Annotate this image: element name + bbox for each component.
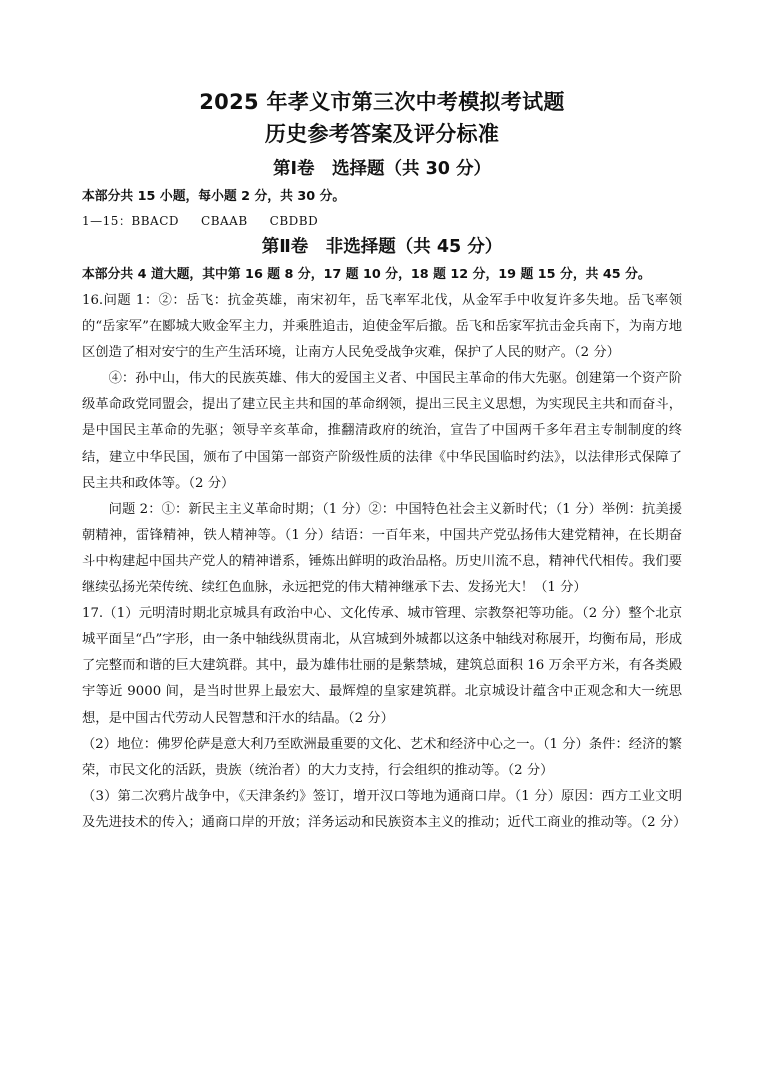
- q17-answer-1: 17.（1）元明清时期北京城具有政治中心、文化传承、城市管理、宗教祭祀等功能。（2 分）整个北京城平面呈“凸”字形，由一条中轴线纵贯南北，从宫城到外城都以这条中轴线对称展开，均衡布局，形成了完整而和谐的巨大建筑群。其中，最为雄伟壮丽的是紫禁城，建筑总面积 16 万余平方米，有各类殿宇等近 9000 间，是当时世界上最宏大、最辉煌的皇家建筑群。北京城设计蕴含中正观念和大一统思想，是中国古代劳动人民智慧和汗水的结晶。（2 分）: [82, 606, 682, 726]
- answer-group: CBAAB: [201, 214, 248, 228]
- answer-group: BBACD: [131, 214, 180, 228]
- q16-answer-2: ④：孙中山，伟大的民族英雄、伟大的爱国主义者、中国民主革命的伟大先驱。创建第一个资产阶级革命政党同盟会，提出了建立民主共和国的革命纲领，提出三民主义思想，为实现民主共和而奋斗，是中国民主革命的先驱；领导辛亥革命，推翻清政府的统治，宣告了中国两千多年君主专制制度的终结，建立中华民国，颁布了中国第一部资产阶级性质的法律《中华民国临时约法》，以法律形式保障了民主共和政体等。（2 分）: [82, 371, 682, 491]
- exam-title: 2025 年孝义市第三次中考模拟考试题: [199, 90, 565, 114]
- part2-summary: 本部分共 4 道大题，其中第 16 题 8 分，17 题 10 分，18 题 12 分，19 题 15 分，共 45 分。: [82, 267, 651, 282]
- answer-sheet: [82, 86, 687, 836]
- answers-label: 1—15：: [82, 214, 132, 228]
- part1-answers: [82, 210, 682, 232]
- part1-summary: 本部分共 15 小题，每小题 2 分，共 30 分。: [82, 189, 346, 204]
- q17-answer-2: （2）地位：佛罗伦萨是意大利乃至欧洲最重要的文化、艺术和经济中心之一。（1 分）条件：经济的繁荣，市民文化的活跃，贵族（统治者）的大力支持，行会组织的推动等。（2 分）: [82, 736, 682, 778]
- exam-subtitle: 历史参考答案及评分标准: [264, 122, 500, 146]
- q16-answer-3: 问题 2：①：新民主主义革命时期；（1 分）②：中国特色社会主义新时代；（1 分）举例：抗美援朝精神，雷锋精神，铁人精神等。（1 分）结语：一百年来，中国共产党弘扬伟大建党精神，在长期奋斗中构建起中国共产党人的精神谱系，锤炼出鲜明的政治品格。历史川流不息，精神代代相传。我们要继续弘扬光荣传统、续红色血脉，永远把党的伟大精神继承下去、发扬光大！（1 分）: [82, 501, 682, 596]
- q16-answer-1: 16.问题 1：②：岳飞：抗金英雄，南宋初年，岳飞率军北伐，从金军手中收复许多失地。岳飞率领的“岳家军”在郾城大败金军主力，并乘胜追击，迫使金军后撤。岳飞和岳家军抗击金兵南下，为南方地区创造了相对安宁的生产生活环境，让南方人民免受战争灾难，保护了人民的财产。（2 分）: [82, 293, 682, 361]
- part2-heading: 第Ⅱ卷 非选择题（共 45 分）: [261, 237, 503, 257]
- part1-heading: 第Ⅰ卷 选择题（共 30 分）: [272, 159, 492, 179]
- answer-group: CBDBD: [269, 214, 319, 228]
- q17-answer-3: （3）第二次鸦片战争中，《天津条约》签订，增开汉口等地为通商口岸。（1 分）原因：西方工业文明及先进技术的传入；通商口岸的开放；洋务运动和民族资本主义的推动；近代工商业的推动等。（2 分）: [82, 788, 687, 830]
